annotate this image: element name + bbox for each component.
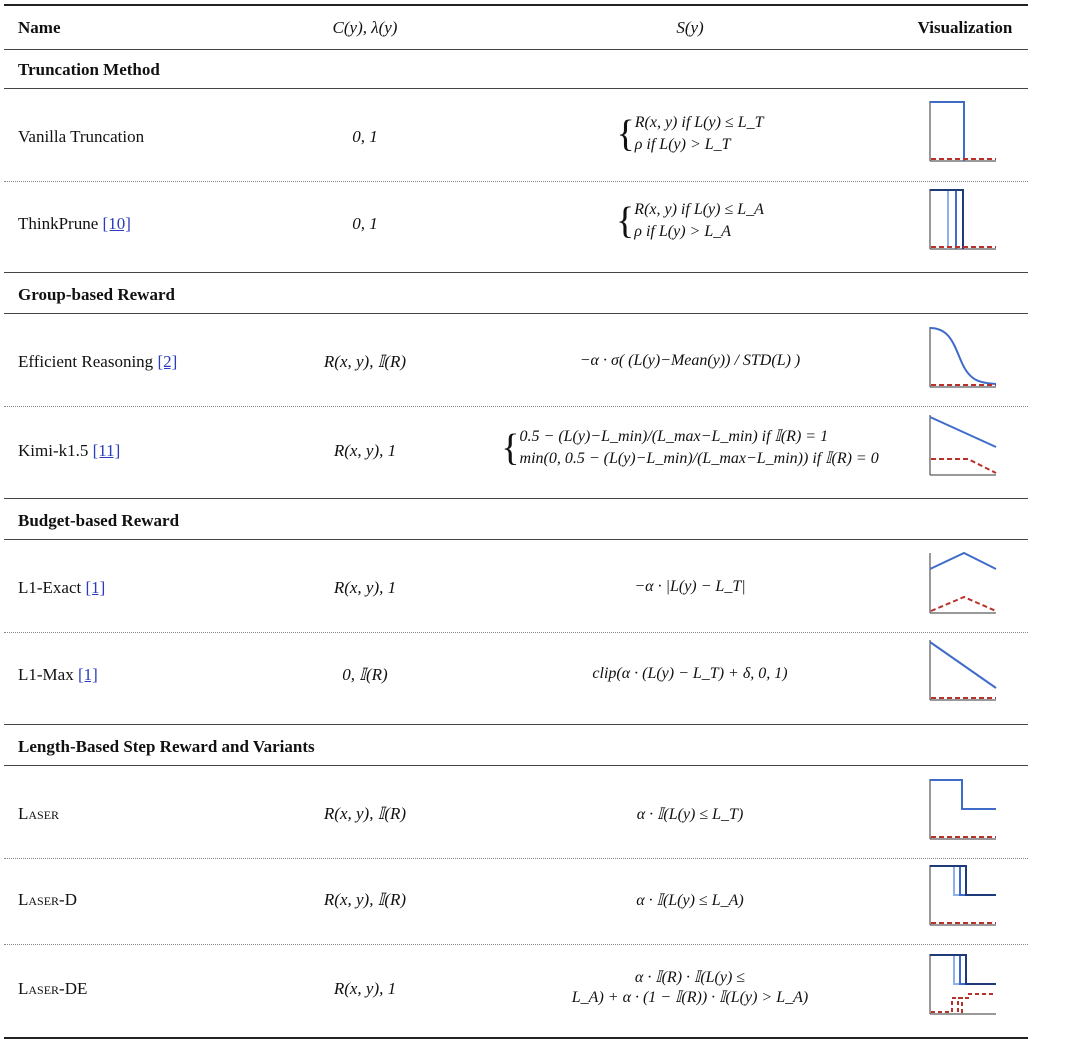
section-rule (4, 765, 1028, 766)
row-divider (4, 181, 1028, 182)
row-s-formula: { R(x, y) if L(y) ≤ L_T ρ if L(y) > L_T (616, 113, 764, 155)
row-name: Laser-DE (18, 979, 88, 998)
viz-laser (928, 777, 998, 841)
viz-kimi-k1.5 (928, 413, 998, 477)
viz-laser-d (928, 863, 998, 927)
section-rule (4, 313, 1028, 314)
case-line: ρ if L(y) > L_T (634, 136, 731, 153)
row-name: ThinkPrune [10] (18, 214, 131, 233)
row-c-lambda: R(x, y), 𝕀(R) (323, 804, 407, 823)
section-title: Truncation Method (18, 60, 160, 79)
row-name: Kimi-k1.5 [11] (18, 441, 121, 460)
viz-l1-exact (928, 551, 998, 615)
citation-link[interactable]: [1] (85, 578, 106, 597)
header-rule (4, 49, 1028, 50)
row-c-lambda: 0, 1 (352, 127, 378, 146)
formula-line: L_A) + α · (1 − 𝕀(R)) · 𝕀(L(y) > L_A) (571, 989, 809, 1006)
section-rule (4, 272, 1028, 273)
row-s-formula: { R(x, y) if L(y) ≤ L_A ρ if L(y) > L_A (616, 200, 764, 242)
row-name: L1-Max [1] (18, 665, 98, 684)
viz-efficient-reasoning (928, 325, 998, 389)
row-name: Vanilla Truncation (18, 127, 145, 146)
row-c-lambda: R(x, y), 𝕀(R) (323, 352, 407, 371)
citation-link[interactable]: [10] (102, 214, 131, 233)
case-line: min(0, 0.5 − (L(y)−L_min)/(L_max−L_min)) if 𝕀(R) = 0 (519, 450, 879, 467)
header-s: S(y) (676, 18, 704, 37)
citation-link[interactable]: [1] (77, 665, 98, 684)
section-rule (4, 498, 1028, 499)
row-s-formula: −α · σ( (L(y)−Mean(y)) / STD(L) ) (579, 352, 801, 369)
section-rule (4, 724, 1028, 725)
viz-vanilla-truncation (928, 99, 998, 163)
section-title: Group-based Reward (18, 285, 175, 304)
row-s-formula: α · 𝕀(L(y) ≤ L_T) (636, 806, 744, 823)
row-c-lambda: R(x, y), 𝕀(R) (323, 890, 407, 909)
row-c-lambda: R(x, y), 1 (333, 441, 397, 460)
row-name: Laser (18, 804, 60, 823)
section-title: Budget-based Reward (18, 511, 180, 530)
case-line: R(x, y) if L(y) ≤ L_A (634, 201, 764, 218)
row-name: Laser-D (18, 890, 77, 909)
header-name: Name (18, 18, 61, 37)
viz-thinkprune (928, 187, 998, 251)
case-line: R(x, y) if L(y) ≤ L_T (634, 114, 764, 131)
viz-l1-max (928, 638, 998, 702)
row-name: L1-Exact [1] (18, 578, 106, 597)
section-title: Length-Based Step Reward and Variants (18, 737, 315, 756)
case-line: 0.5 − (L(y)−L_min)/(L_max−L_min) if 𝕀(R) = 1 (519, 428, 829, 445)
row-s-formula (480, 967, 900, 1007)
row-c-lambda: R(x, y), 1 (333, 578, 397, 597)
case-line: ρ if L(y) > L_A (634, 223, 731, 240)
row-divider (4, 632, 1028, 633)
bottom-rule (4, 1037, 1028, 1039)
row-divider (4, 944, 1028, 945)
section-rule (4, 539, 1028, 540)
row-divider (4, 858, 1028, 859)
row-c-lambda: R(x, y), 1 (333, 979, 397, 998)
row-c-lambda: 0, 𝕀(R) (342, 665, 388, 684)
row-divider (4, 406, 1028, 407)
citation-link[interactable]: [11] (92, 441, 121, 460)
row-s-formula: clip(α · (L(y) − L_T) + δ, 0, 1) (592, 665, 788, 682)
section-rule (4, 88, 1028, 89)
row-s-formula: α · 𝕀(L(y) ≤ L_A) (636, 892, 744, 909)
row-c-lambda: 0, 1 (352, 214, 378, 233)
citation-link[interactable]: [2] (157, 352, 178, 371)
row-s-formula: −α · |L(y) − L_T| (634, 578, 746, 595)
row-s-formula: { 0.5 − (L(y)−L_min)/(L_max−L_min) if 𝕀(R) = 1 min(0, 0.5 − (L(y)−L_min)/(L_max−L_min)) if 𝕀(R) = 0 (501, 427, 879, 469)
top-rule (4, 4, 1028, 6)
header-visualization: Visualization (917, 18, 1013, 37)
formula-line: α · 𝕀(R) · 𝕀(L(y) ≤ (634, 969, 746, 986)
header-c-lambda: C(y), λ(y) (332, 18, 398, 37)
viz-laser-de (928, 952, 998, 1016)
row-name: Efficient Reasoning [2] (18, 352, 178, 371)
